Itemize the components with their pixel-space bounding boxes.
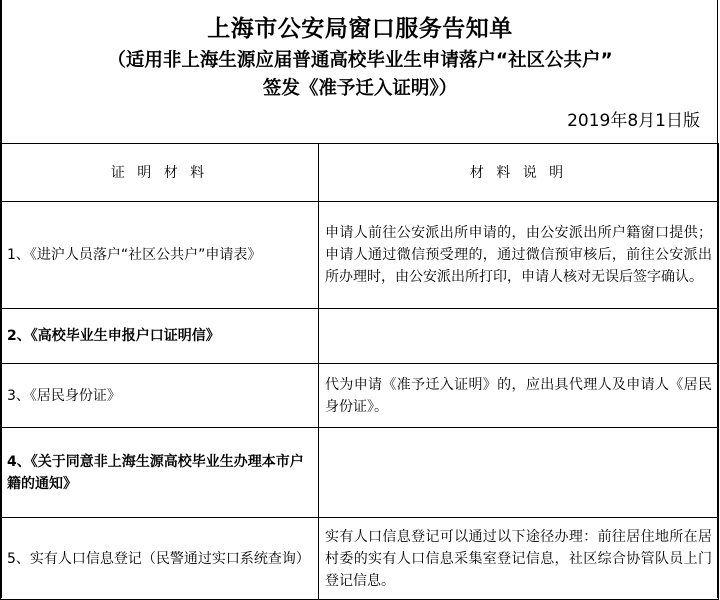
- edition-date: 2019年8月1日版: [567, 111, 700, 131]
- description-cell: 实有人口信息登记可以通过以下途径办理：前往居住地所在居村委的实有人口信息采集室登记信息，社区综合协管队员上门登记信息。: [319, 518, 719, 600]
- description-cell: [319, 428, 719, 518]
- description-cell: 代为申请《准予迁入证明》的，应出具代理人及申请人《居民身份证》。: [319, 364, 719, 428]
- material-cell: 2、《高校毕业生申报户口证明信》: [1, 309, 319, 364]
- table-row: [1, 202, 719, 309]
- table-row: [1, 364, 719, 428]
- material-cell: 5、实有人口信息登记（民警通过实口系统查询）: [1, 518, 319, 600]
- table-row: [1, 309, 719, 364]
- page-subtitle-line1: （适用非上海生源应届普通高校毕业生申请落户“社区公共户”: [107, 50, 613, 71]
- page-title: 上海市公安局窗口服务告知单: [207, 16, 513, 42]
- materials-table: [0, 143, 719, 600]
- material-cell: 4、《关于同意非上海生源高校毕业生办理本市户籍的通知》: [1, 428, 319, 518]
- column-header-materials: 证 明 材 料: [1, 144, 319, 202]
- column-header-description: 材 料 说 明: [319, 144, 719, 202]
- table-header-row: [1, 144, 719, 202]
- page-subtitle-line2: 签发《准予迁入证明》）: [262, 78, 458, 99]
- table-row: [1, 518, 719, 600]
- material-cell: 3、《居民身份证》: [1, 364, 319, 428]
- description-cell: [319, 309, 719, 364]
- description-cell: 申请人前往公安派出所申请的，由公安派出所户籍窗口提供；申请人通过微信预受理的，通过微信预审核后，前往公安派出所办理时，由公安派出所打印，申请人核对无误后签字确认。: [319, 202, 719, 309]
- material-cell: 1、《进沪人员落户“社区公共户”申请表》: [1, 202, 319, 309]
- table-row: [1, 428, 719, 518]
